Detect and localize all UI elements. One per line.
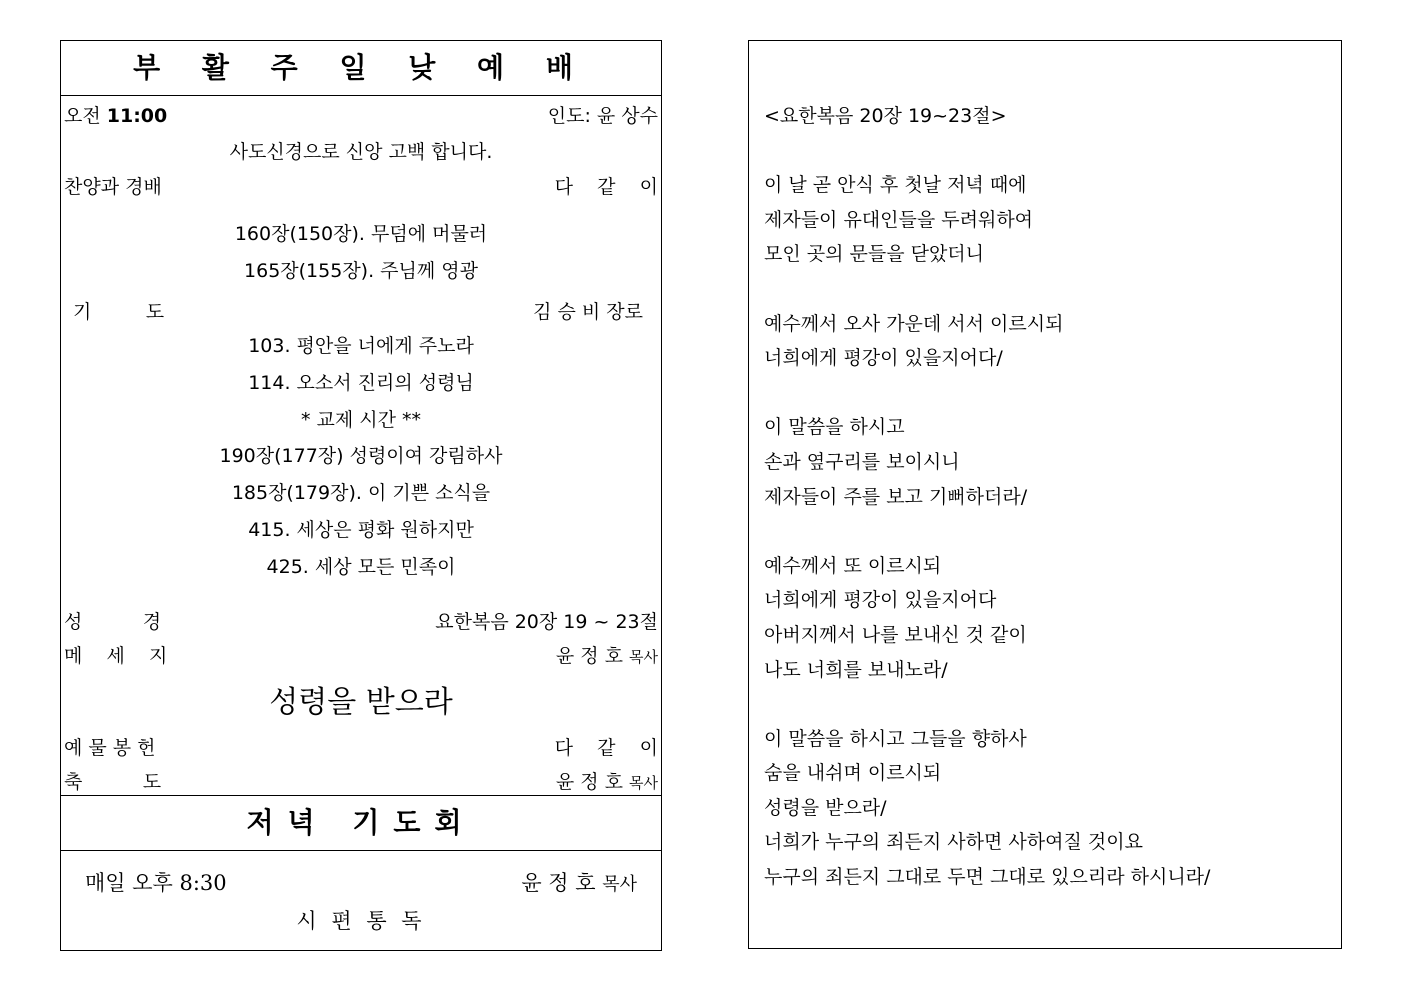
verse-line: 예수께서 오사 가운데 서서 이르시되 [764,312,1064,335]
verse-line: 손과 옆구리를 보이시니 [764,450,960,473]
blank-line [764,134,1210,169]
message-row [61,639,661,671]
service-time: 오전 11:00 [64,105,168,127]
verse-line: 아버지께서 나를 보내신 것 같이 [764,623,1027,646]
offering-row [61,731,661,763]
verse-line: 이 날 곧 안식 후 첫날 저녁 때에 [764,174,1027,197]
praise-row [61,170,661,202]
scripture-heading: <요한복음 20장 19~23절> [764,105,1007,127]
verse-line: 이 말씀을 하시고 그들을 향하사 [764,727,1027,750]
service-time-row [61,99,661,131]
song-item: 415. 세상은 평화 원하지만 [248,519,474,541]
verse-line: 누구의 죄든지 그대로 두면 그대로 있으리라 하시니라/ [764,866,1211,889]
hymn-item: 165장(155장). 주님께 영광 [244,260,478,282]
blank-line [764,514,1210,549]
blessing-pastor: 윤 정 호 목사 [555,771,658,793]
worship-order-page [60,40,662,951]
blank-line [764,376,1210,411]
verse-line: 제자들이 주를 보고 기뻐하더라/ [764,485,1028,508]
song-item: 114. 오소서 진리의 성령님 [248,371,474,394]
message-label: 메 세 지 [64,645,168,667]
evening-pastor: 윤 정 호 목사 [521,871,637,895]
blank-line [764,272,1210,307]
song-item: 185장(179장). 이 기쁜 소식을 [231,482,491,505]
praise-who: 다 같 이 [554,176,658,198]
sermon-title: 성령을 받으라 [269,685,453,720]
scripture-row [61,605,661,637]
prayer-who: 김 승 비 장로 [533,301,643,323]
service-time-value: 11:00 [106,105,168,127]
prayer-label: 기 도 [73,301,165,323]
verse-line: 숨을 내쉬며 이르시되 [764,762,942,785]
scripture-text [764,99,1210,895]
song-item: 103. 평안을 너에게 주노라 [248,335,474,357]
prayer-row [61,295,661,327]
verse-line: 제자들이 유대인들을 두려워하여 [764,208,1034,231]
verse-line: 예수께서 또 이르시되 [764,554,942,577]
offering-label: 예 물 봉 헌 [64,737,156,759]
praise-label: 찬양과 경배 [64,176,162,198]
evening-reading: 시 편 통 독 [296,909,426,933]
page-title: 부 활 주 일 낮 예 배 [61,41,661,96]
offering-who: 다 같 이 [554,737,658,759]
message-preacher: 윤 정 호 목사 [555,645,658,667]
blessing-row [61,765,661,797]
evening-prayer-title: 저녁 기도회 [61,795,661,851]
verse-line: 나도 너희를 보내노라/ [764,658,948,681]
verse-line: 너희에게 평강이 있을지어다/ [764,347,1003,370]
verse-line: 모인 곳의 문들을 닫았더니 [764,243,985,266]
verse-line: 너희에게 평강이 있을지어다 [764,589,997,612]
service-leader: 인도: 윤 상수 [547,105,658,127]
fellowship-time: * 교제 시간 ** [300,408,422,431]
verse-line: 이 말씀을 하시고 [764,416,905,439]
evening-time: 매일 오후 8:30 [85,871,227,895]
blessing-label: 축 도 [64,771,162,793]
scripture-reference: 요한복음 20장 19 ~ 23절 [435,611,658,633]
creed-line: 사도신경으로 신앙 고백 합니다. [229,141,493,163]
song-item: 425. 세상 모든 민족이 [266,555,456,578]
scripture-page [748,40,1342,949]
verse-line: 성령을 받으라/ [764,796,887,819]
hymn-item: 160장(150장). 무덤에 머물러 [234,223,488,245]
scripture-label: 성 경 [64,611,162,633]
song-item: 190장(177장) 성령이여 강림하사 [219,445,503,468]
verse-line: 너희가 누구의 죄든지 사하면 사하여질 것이요 [764,831,1143,854]
blank-line [764,687,1210,722]
